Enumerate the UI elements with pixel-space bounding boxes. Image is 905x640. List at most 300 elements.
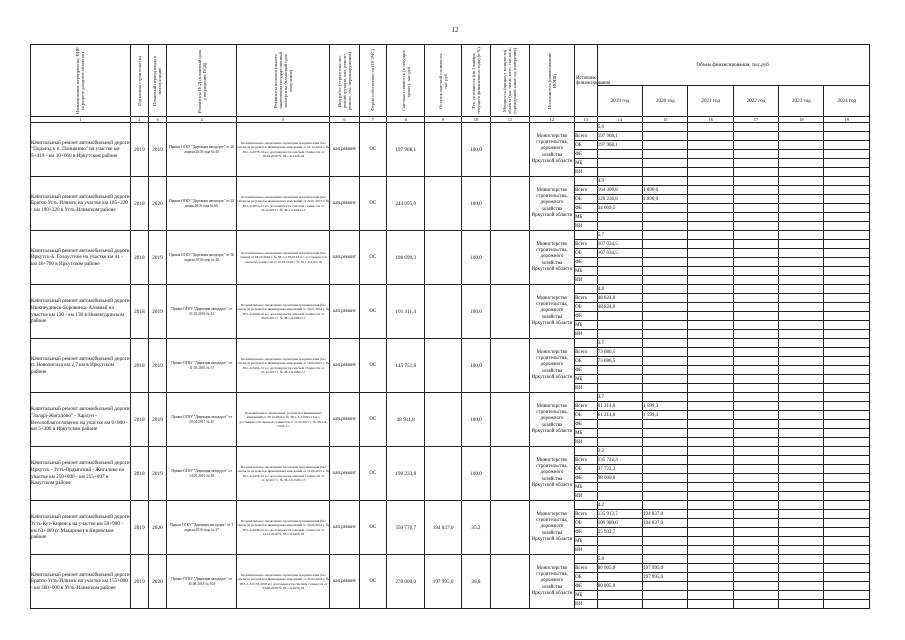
ownership: ОС	[359, 177, 386, 231]
empty-cell	[824, 519, 870, 528]
amount-2019	[597, 330, 642, 339]
ownership: ОС	[359, 231, 386, 285]
empty-cell	[643, 339, 688, 348]
empty-cell	[688, 285, 733, 294]
end-year: 2019	[148, 285, 166, 339]
column-number: 9	[425, 117, 461, 123]
header-remaining-cost: Остаток сметной стоимости, тыс.руб.	[425, 45, 461, 117]
readiness: 100,0	[461, 177, 490, 231]
empty-cell	[824, 339, 870, 348]
empty-cell	[733, 420, 778, 429]
empty-cell	[824, 591, 870, 600]
empty-cell	[733, 519, 778, 528]
source-blank	[575, 285, 598, 294]
empty-cell	[779, 384, 824, 393]
capacity	[491, 177, 530, 231]
end-year: 2019	[148, 447, 166, 501]
amount-2020	[643, 249, 688, 258]
empty-cell	[688, 159, 733, 168]
amount-2020	[643, 492, 688, 501]
empty-cell	[688, 555, 733, 564]
work-type: кап.ремонт	[330, 177, 359, 231]
amount-2019	[597, 537, 642, 546]
amount-2019: 135 722,3	[597, 456, 642, 465]
empty-cell	[688, 429, 733, 438]
empty-cell	[779, 366, 824, 375]
amount-2019	[597, 222, 642, 231]
empty-cell	[733, 546, 778, 555]
empty-cell	[688, 240, 733, 249]
amount-2019	[597, 375, 642, 384]
readiness: 100,0	[461, 123, 490, 177]
amount-2019: 48 824,0	[597, 294, 642, 303]
empty-cell	[688, 222, 733, 231]
empty-cell	[688, 168, 733, 177]
column-number: 13	[575, 117, 598, 123]
empty-cell	[779, 393, 824, 402]
remaining-cost	[425, 285, 461, 339]
empty-cell	[733, 447, 778, 456]
amount-2019	[597, 321, 642, 330]
empty-cell	[733, 501, 778, 510]
empty-cell	[688, 186, 733, 195]
amount-2020	[643, 384, 688, 393]
empty-cell	[824, 141, 870, 150]
capacity	[491, 555, 530, 609]
empty-cell	[688, 474, 733, 483]
empty-cell	[779, 132, 824, 141]
psd-details: Приказ ОГКУ "Дирекция автодорог" от 24 июня 2016 года № 66	[167, 177, 237, 231]
amount-2020	[643, 204, 688, 213]
ownership: ОС	[359, 393, 386, 447]
funding-source: ОБ	[575, 465, 598, 474]
empty-cell	[733, 177, 778, 186]
empty-cell	[779, 429, 824, 438]
expertise-details: Положительное заключение: проектная документация (без сметы) и результаты инженерных изысканий от 20.06.2015 г. № 38-1-4-0436-15 и о достоверности сметной стоимости от 14.12.2018 № 38-1-6-0209-18	[237, 501, 330, 555]
header-year-2024: 2024 год	[824, 86, 870, 117]
start-year: 2019	[130, 501, 148, 555]
readiness: 100,0	[461, 231, 490, 285]
amount-2019: 61 214,0	[597, 402, 642, 411]
expertise-details: Положительное заключение: проектная документация (без сметы) и результаты инженерных изысканий от 19.05.2015 г. № 38-1-4-0454-15 и о достоверности сметной стоимости от 21.12.2017 г. № 38-1-6-0290-17	[237, 339, 330, 393]
amount-2020	[643, 456, 688, 465]
empty-cell	[688, 465, 733, 474]
funding-source: ИИ	[575, 276, 598, 285]
funding-source: МБ	[575, 159, 598, 168]
empty-cell	[688, 375, 733, 384]
empty-cell	[779, 348, 824, 357]
header-estimated-cost: Сметная стоимость (в текущих ценах), тыс.руб.	[386, 45, 425, 117]
empty-cell	[688, 438, 733, 447]
column-number: 2	[130, 117, 148, 123]
executor: Министерство строительства, дорожного хозяйства Иркутской области	[529, 177, 574, 231]
empty-cell	[733, 294, 778, 303]
page-number: 12	[451, 26, 459, 34]
empty-cell	[779, 294, 824, 303]
psd-details: Приказ ОГКУ "Дирекция автодорог" от 11.05.2016 № 57	[167, 339, 237, 393]
empty-cell	[688, 258, 733, 267]
empty-cell	[733, 456, 778, 465]
amount-2020	[643, 483, 688, 492]
empty-cell	[733, 132, 778, 141]
empty-cell	[688, 312, 733, 321]
source-blank	[575, 339, 598, 348]
estimated-cost: 145 751,8	[386, 339, 425, 393]
empty-cell	[779, 537, 824, 546]
amount-2020	[643, 600, 688, 609]
start-year: 2018	[130, 231, 148, 285]
amount-2019: 197 968,1	[597, 141, 642, 150]
empty-cell	[824, 366, 870, 375]
column-number: 4	[167, 117, 237, 123]
funding-source: ФБ	[575, 204, 598, 213]
header-name: Наименование мероприятия, ПИР (в разрезе разделов объектов)	[31, 45, 131, 117]
funding-source: Всего	[575, 564, 598, 573]
amount-2020	[643, 141, 688, 150]
funding-source: МБ	[575, 375, 598, 384]
funding-source: ИИ	[575, 384, 598, 393]
empty-cell	[643, 231, 688, 240]
amount-2020: 1 599,3	[643, 411, 688, 420]
expertise-details: Положительное заключение: проектная документация (без сметы) и результаты инженерных изысканий от 23.05.2018 г. № 38-1-1-3-0133-2018 и о достоверности сметной стоимости от 03.08.2018 № 38-1-6-0256-18	[237, 555, 330, 609]
funding-source: ОБ	[575, 519, 598, 528]
header-expertise: Реквизиты положительного заключения государственной экспертизы (плановый срок получения)	[237, 45, 330, 117]
empty-cell	[779, 474, 824, 483]
empty-cell	[733, 186, 778, 195]
empty-cell	[824, 420, 870, 429]
ownership: ОС	[359, 501, 386, 555]
funding-source: Всего	[575, 456, 598, 465]
amount-2020	[643, 591, 688, 600]
section-code: 4.8	[597, 285, 642, 294]
amount-2019	[597, 591, 642, 600]
empty-cell	[779, 186, 824, 195]
item-name: Капитальный ремонт автомобильной дороги п. Новолисиха км 2,7 км в Иркутском районе	[31, 339, 131, 393]
funding-source: ИИ	[575, 438, 598, 447]
empty-cell	[688, 411, 733, 420]
work-type: кап.ремонт	[330, 231, 359, 285]
column-number: 19	[824, 117, 870, 123]
header-row	[31, 45, 870, 86]
amount-2020	[643, 321, 688, 330]
amount-2019	[597, 438, 642, 447]
column-number: 14	[597, 117, 642, 123]
capacity	[491, 393, 530, 447]
amount-2020: 194 837,0	[643, 510, 688, 519]
financing-table	[30, 44, 870, 609]
funding-source: ОБ	[575, 357, 598, 366]
empty-cell	[824, 240, 870, 249]
empty-cell	[779, 546, 824, 555]
empty-cell	[779, 573, 824, 582]
amount-2020	[643, 240, 688, 249]
remaining-cost	[425, 231, 461, 285]
column-number: 1	[31, 117, 131, 123]
amount-2020	[643, 366, 688, 375]
expertise-details: Положительное заключение: проектная документация (без сметы) и результаты инженерных изысканий от 21.12.2016 г. № 38-1-4-0378-16 и о достоверности сметной стоимости от 16.04.2018 № 38-1-6-0126-18	[237, 123, 330, 177]
funding-source: ОБ	[575, 141, 598, 150]
start-year: 2019	[130, 123, 148, 177]
empty-cell	[688, 393, 733, 402]
empty-cell	[779, 420, 824, 429]
amount-2019: 48 824,0	[597, 303, 642, 312]
section-code: 3.7	[597, 393, 642, 402]
funding-source: ИИ	[575, 222, 598, 231]
estimated-cost: 350 770,7	[386, 501, 425, 555]
amount-2020	[643, 429, 688, 438]
amount-2019: 80 005,0	[597, 564, 642, 573]
empty-cell	[779, 285, 824, 294]
end-year: 2020	[148, 177, 166, 231]
empty-cell	[733, 231, 778, 240]
amount-2019: 109 980,0	[597, 519, 642, 528]
empty-cell	[779, 168, 824, 177]
remaining-cost	[425, 393, 461, 447]
table-row	[31, 501, 870, 510]
capacity	[491, 285, 530, 339]
expertise-details: Положительное заключение: проектная документация (без сметы) от 18.10.2016 г. № 38-1-4-0323-16 и о достоверности сметной стоимости от 10.04.2018 г. № 38-1-6-0110-18	[237, 231, 330, 285]
empty-cell	[688, 231, 733, 240]
amount-2019	[597, 384, 642, 393]
header-work-type: Вид работ (строительство, реконструкция, кап. ремонт, ремонт, тех. перевооружение)	[330, 45, 359, 117]
empty-cell	[779, 267, 824, 276]
amount-2019	[597, 420, 642, 429]
empty-cell	[824, 492, 870, 501]
end-year: 2019	[148, 339, 166, 393]
empty-cell	[779, 555, 824, 564]
amount-2020	[643, 420, 688, 429]
empty-cell	[779, 204, 824, 213]
funding-source: ОБ	[575, 303, 598, 312]
empty-cell	[688, 447, 733, 456]
amount-2020	[643, 528, 688, 537]
empty-cell	[733, 483, 778, 492]
executor: Министерство строительства, дорожного хозяйства Иркутской области	[529, 123, 574, 177]
expertise-details: Положительное заключение: проектная документация (без сметы) и результаты инженерных изысканий от 29.01.2016 г. № 38-1-4-0396-16 и о достоверности сметной стоимости от 30.05.2017 г. № 38-1-6-0095-17	[237, 285, 330, 339]
amount-2019	[597, 168, 642, 177]
empty-cell	[733, 213, 778, 222]
amount-2019: 34 069,5	[597, 204, 642, 213]
remaining-cost: 197 995,0	[425, 555, 461, 609]
end-year: 2019	[148, 123, 166, 177]
empty-cell	[688, 321, 733, 330]
column-number: 18	[779, 117, 824, 123]
readiness: 28,8	[461, 555, 490, 609]
empty-cell	[733, 429, 778, 438]
source-blank	[575, 231, 598, 240]
funding-source: МБ	[575, 591, 598, 600]
amount-2020	[643, 357, 688, 366]
work-type: кап.ремонт	[330, 339, 359, 393]
column-number: 11	[491, 117, 530, 123]
empty-cell	[733, 465, 778, 474]
source-blank	[575, 123, 598, 132]
amount-2019: 37 722,3	[597, 465, 642, 474]
amount-2019	[597, 159, 642, 168]
empty-cell	[779, 303, 824, 312]
source-blank	[575, 177, 598, 186]
amount-2019	[597, 573, 642, 582]
funding-source: МБ	[575, 213, 598, 222]
empty-cell	[733, 591, 778, 600]
end-year: 2019	[148, 231, 166, 285]
item-name: Капитальный ремонт автомобильной дороги "Заларі-Жигалово" - Харлун - Веселоблагословенск на участке км 0+000 - км 5+300 в Иркутском районе	[31, 393, 131, 447]
empty-cell	[824, 474, 870, 483]
psd-details: Приказ ОГКУ "Дирекция автодорог" от 31.03.2016 № 42	[167, 285, 237, 339]
empty-cell	[733, 258, 778, 267]
psd-details: Приказ ОГКУ "Дирекция автодорог" от 30 апреля 2018 года № 48	[167, 231, 237, 285]
amount-2019: 80 005,0	[597, 582, 642, 591]
estimated-cost: 278 000,0	[386, 555, 425, 609]
estimated-cost: 38 911,8	[386, 393, 425, 447]
empty-cell	[824, 384, 870, 393]
empty-cell	[733, 285, 778, 294]
empty-cell	[688, 519, 733, 528]
empty-cell	[643, 501, 688, 510]
funding-source: МБ	[575, 267, 598, 276]
amount-2020	[643, 294, 688, 303]
empty-cell	[824, 510, 870, 519]
funding-source: МБ	[575, 483, 598, 492]
empty-cell	[824, 393, 870, 402]
empty-cell	[824, 555, 870, 564]
expertise-details: Положительное заключение: результаты инженерных изысканий от 20.12.2016 г. № 38-1-1-1-0295-16 и о достоверности сметной стоимости от 11.05.2017 г. № 38-1-6-0105-17	[237, 393, 330, 447]
empty-cell	[779, 447, 824, 456]
estimated-cost: 197 968,1	[386, 123, 425, 177]
empty-cell	[688, 456, 733, 465]
estimated-cost: 108 699,3	[386, 231, 425, 285]
header-psd: Реквизиты ПСД (плановый срок утверждения ПСД)	[167, 45, 237, 117]
empty-cell	[688, 123, 733, 132]
empty-cell	[688, 357, 733, 366]
empty-cell	[824, 123, 870, 132]
empty-cell	[779, 258, 824, 267]
empty-cell	[688, 177, 733, 186]
empty-cell	[688, 366, 733, 375]
funding-source: ФБ	[575, 366, 598, 375]
empty-cell	[779, 231, 824, 240]
section-code: 4.9	[597, 177, 642, 186]
amount-2020	[643, 438, 688, 447]
amount-2019: 135 913,7	[597, 510, 642, 519]
empty-cell	[688, 213, 733, 222]
empty-cell	[688, 204, 733, 213]
table-row	[31, 231, 870, 240]
table-row	[31, 447, 870, 456]
amount-2020: 197 995,0	[643, 573, 688, 582]
item-name: Капитальный ремонт автомобильной дороги Братск-Усть-Илимск на участке км 155+000 - км 360+000 в Усть-Илимском районе	[31, 555, 131, 609]
empty-cell	[824, 249, 870, 258]
empty-cell	[779, 159, 824, 168]
ownership: ОС	[359, 555, 386, 609]
empty-cell	[733, 168, 778, 177]
start-year: 2018	[130, 285, 148, 339]
empty-cell	[688, 141, 733, 150]
empty-cell	[824, 357, 870, 366]
funding-source: ФБ	[575, 528, 598, 537]
empty-cell	[824, 321, 870, 330]
empty-cell	[779, 456, 824, 465]
empty-cell	[779, 528, 824, 537]
empty-cell	[688, 348, 733, 357]
column-number: 15	[643, 117, 688, 123]
empty-cell	[688, 537, 733, 546]
empty-cell	[824, 258, 870, 267]
item-name: Капитальный ремонт автомобильной дороги "Подъезд к п. Плишкино" на участке км 5+419 - км 10+660 в Иркутском районе	[31, 123, 131, 177]
empty-cell	[779, 240, 824, 249]
empty-cell	[824, 501, 870, 510]
empty-cell	[824, 564, 870, 573]
section-code: 4.2	[597, 501, 642, 510]
amount-2020	[643, 132, 688, 141]
column-number: 8	[386, 117, 425, 123]
empty-cell	[688, 132, 733, 141]
psd-details: Приказ ОГКУ "Дирекция автодорог" от 1 апреля 2016 года № 37	[167, 501, 237, 555]
empty-cell	[733, 321, 778, 330]
funding-source: ФБ	[575, 420, 598, 429]
empty-cell	[643, 285, 688, 294]
amount-2020	[643, 159, 688, 168]
amount-2019	[597, 267, 642, 276]
header-year-2019: 2019 год	[597, 86, 642, 117]
section-code: 5.6	[597, 123, 642, 132]
empty-cell	[688, 150, 733, 159]
column-number: 6	[330, 117, 359, 123]
empty-cell	[688, 600, 733, 609]
empty-cell	[779, 492, 824, 501]
remaining-cost	[425, 123, 461, 177]
empty-cell	[824, 528, 870, 537]
header-commission-period: Плановый период ввода в эксплуатацию	[148, 45, 166, 117]
amount-2019	[597, 366, 642, 375]
empty-cell	[688, 384, 733, 393]
empty-cell	[688, 501, 733, 510]
empty-cell	[824, 213, 870, 222]
amount-2019	[597, 312, 642, 321]
empty-cell	[824, 132, 870, 141]
item-name: Капитальный ремонт автомобильной дороги Усть-Кут-Киренск на участке км 58+900 - км 63+489 (с.Макарово) в Киренском районе	[31, 501, 131, 555]
estimated-cost: 198 233,8	[386, 447, 425, 501]
empty-cell	[733, 312, 778, 321]
amount-2019: 73 086,5	[597, 348, 642, 357]
header-ownership: Форма собственности (ОС/МС)	[359, 45, 386, 117]
section-code: 5.8	[597, 555, 642, 564]
capacity	[491, 123, 530, 177]
empty-cell	[733, 492, 778, 501]
table-row	[31, 555, 870, 564]
amount-2019	[597, 150, 642, 159]
work-type: кап.ремонт	[330, 285, 359, 339]
empty-cell	[733, 222, 778, 231]
executor: Министерство строительства, дорожного хозяйства Иркутской области	[529, 285, 574, 339]
column-number: 17	[733, 117, 778, 123]
empty-cell	[733, 528, 778, 537]
executor: Министерство строительства, дорожного хозяйства Иркутской области	[529, 393, 574, 447]
funding-source: Всего	[575, 348, 598, 357]
amount-2020	[643, 258, 688, 267]
start-year: 2018	[130, 339, 148, 393]
table-row	[31, 177, 870, 186]
start-year: 2018	[130, 177, 148, 231]
empty-cell	[688, 195, 733, 204]
amount-2020: 1 890,0	[643, 195, 688, 204]
empty-cell	[824, 204, 870, 213]
capacity	[491, 231, 530, 285]
empty-cell	[824, 348, 870, 357]
amount-2019: 129 236,8	[597, 195, 642, 204]
empty-cell	[779, 501, 824, 510]
amount-2020: 1 890,0	[643, 186, 688, 195]
